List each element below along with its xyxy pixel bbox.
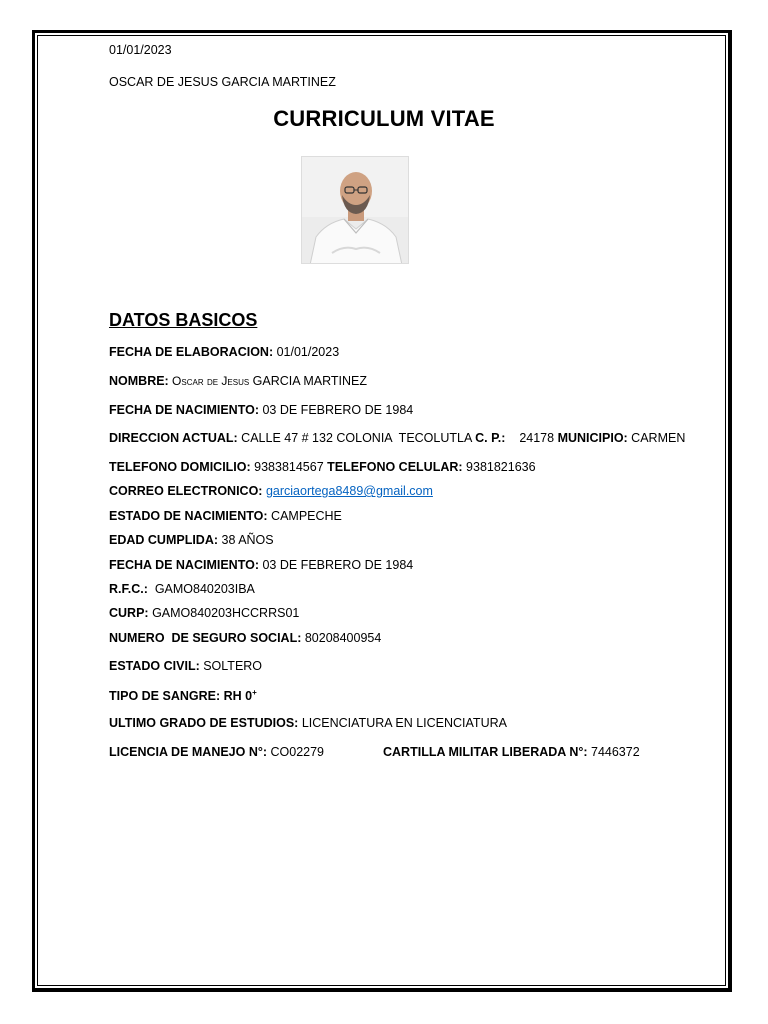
section-heading-datos-basicos: DATOS BASICOS [109, 310, 258, 330]
header-name: OSCAR DE JESUS GARCIA MARTINEZ [109, 75, 336, 89]
person-photo-icon [302, 157, 409, 264]
field-value: 80208400954 [301, 631, 382, 645]
field-label-cp: C. P.: [475, 431, 506, 445]
field-label-telefono-domicilio: TELEFONO DOMICILIO: [109, 460, 251, 474]
field-value-telefono-celular: 9381821636 [462, 460, 536, 474]
field-value: 01/01/2023 [273, 345, 340, 359]
field-rfc [109, 582, 255, 596]
person-photo [301, 156, 409, 264]
field-label: DIRECCION ACTUAL: [109, 431, 238, 445]
field-direccion [109, 431, 685, 445]
field-fecha-elaboracion [109, 345, 339, 359]
field-value: 7446372 [587, 745, 640, 759]
field-label: NOMBRE: [109, 374, 169, 388]
field-tipo-sangre [109, 688, 257, 703]
field-correo [109, 484, 433, 498]
header-date: 01/01/2023 [109, 43, 172, 57]
field-label: ESTADO DE NACIMIENTO: [109, 509, 268, 523]
field-value: CAMPECHE [267, 509, 342, 523]
field-label: TIPO DE SANGRE: RH 0 [109, 689, 253, 704]
field-estado-nacimiento [109, 509, 342, 523]
email-link[interactable]: garciaortega8489@gmail.com [265, 484, 433, 498]
field-value: CALLE 47 # 132 COLONIA TECOLUTLA [237, 431, 476, 445]
field-nombre [109, 374, 367, 388]
field-label: ESTADO CIVIL: [109, 659, 200, 673]
field-value-telefono-domicilio: 9383814567 [250, 460, 328, 474]
field-value: 38 AÑOS [218, 533, 274, 547]
field-curp [109, 606, 299, 620]
field-cartilla [383, 745, 640, 759]
field-label: FECHA DE ELABORACION: [109, 345, 274, 359]
field-value: 03 DE FEBRERO DE 1984 [259, 403, 414, 417]
field-label: R.F.C.: [109, 582, 148, 596]
field-label: NUMERO DE SEGURO SOCIAL: [109, 631, 302, 645]
field-label: CURP: [109, 606, 149, 620]
field-value: GARCIA MARTINEZ [249, 374, 368, 388]
document-title: CURRICULUM VITAE [273, 106, 495, 131]
field-label: ULTIMO GRADO DE ESTUDIOS: [109, 716, 299, 730]
field-label: FECHA DE NACIMIENTO: [109, 403, 259, 417]
field-fecha-nacimiento-2 [109, 558, 413, 572]
field-label-telefono-celular: TELEFONO CELULAR: [327, 460, 463, 474]
field-value: CO02279 [267, 745, 324, 759]
field-value-cp: 24178 [505, 431, 558, 445]
field-value: GAMO840203HCCRRS01 [148, 606, 300, 620]
field-value: LICENCIATURA EN LICENCIATURA [298, 716, 507, 730]
field-label: CARTILLA MILITAR LIBERADA N°: [383, 745, 588, 759]
field-value: SOLTERO [199, 659, 263, 673]
field-value-municipio: CARMEN [627, 431, 686, 445]
field-label: CORREO ELECTRONICO: [109, 484, 263, 498]
field-telefonos [109, 460, 536, 474]
field-value-smallcaps: Oscar de Jesus [168, 374, 250, 388]
field-label: EDAD CUMPLIDA: [109, 533, 219, 547]
field-sup: + [252, 688, 257, 697]
field-edad [109, 533, 274, 547]
field-value: 03 DE FEBRERO DE 1984 [259, 558, 414, 572]
field-estado-civil [109, 659, 262, 673]
field-label: LICENCIA DE MANEJO N°: [109, 745, 268, 759]
field-fecha-nacimiento [109, 403, 413, 417]
field-label: FECHA DE NACIMIENTO: [109, 558, 259, 572]
field-licencia [109, 745, 324, 759]
field-ultimo-grado [109, 716, 507, 730]
field-value: GAMO840203IBA [147, 582, 255, 596]
field-nss [109, 631, 381, 645]
field-label-municipio: MUNICIPIO: [557, 431, 628, 445]
